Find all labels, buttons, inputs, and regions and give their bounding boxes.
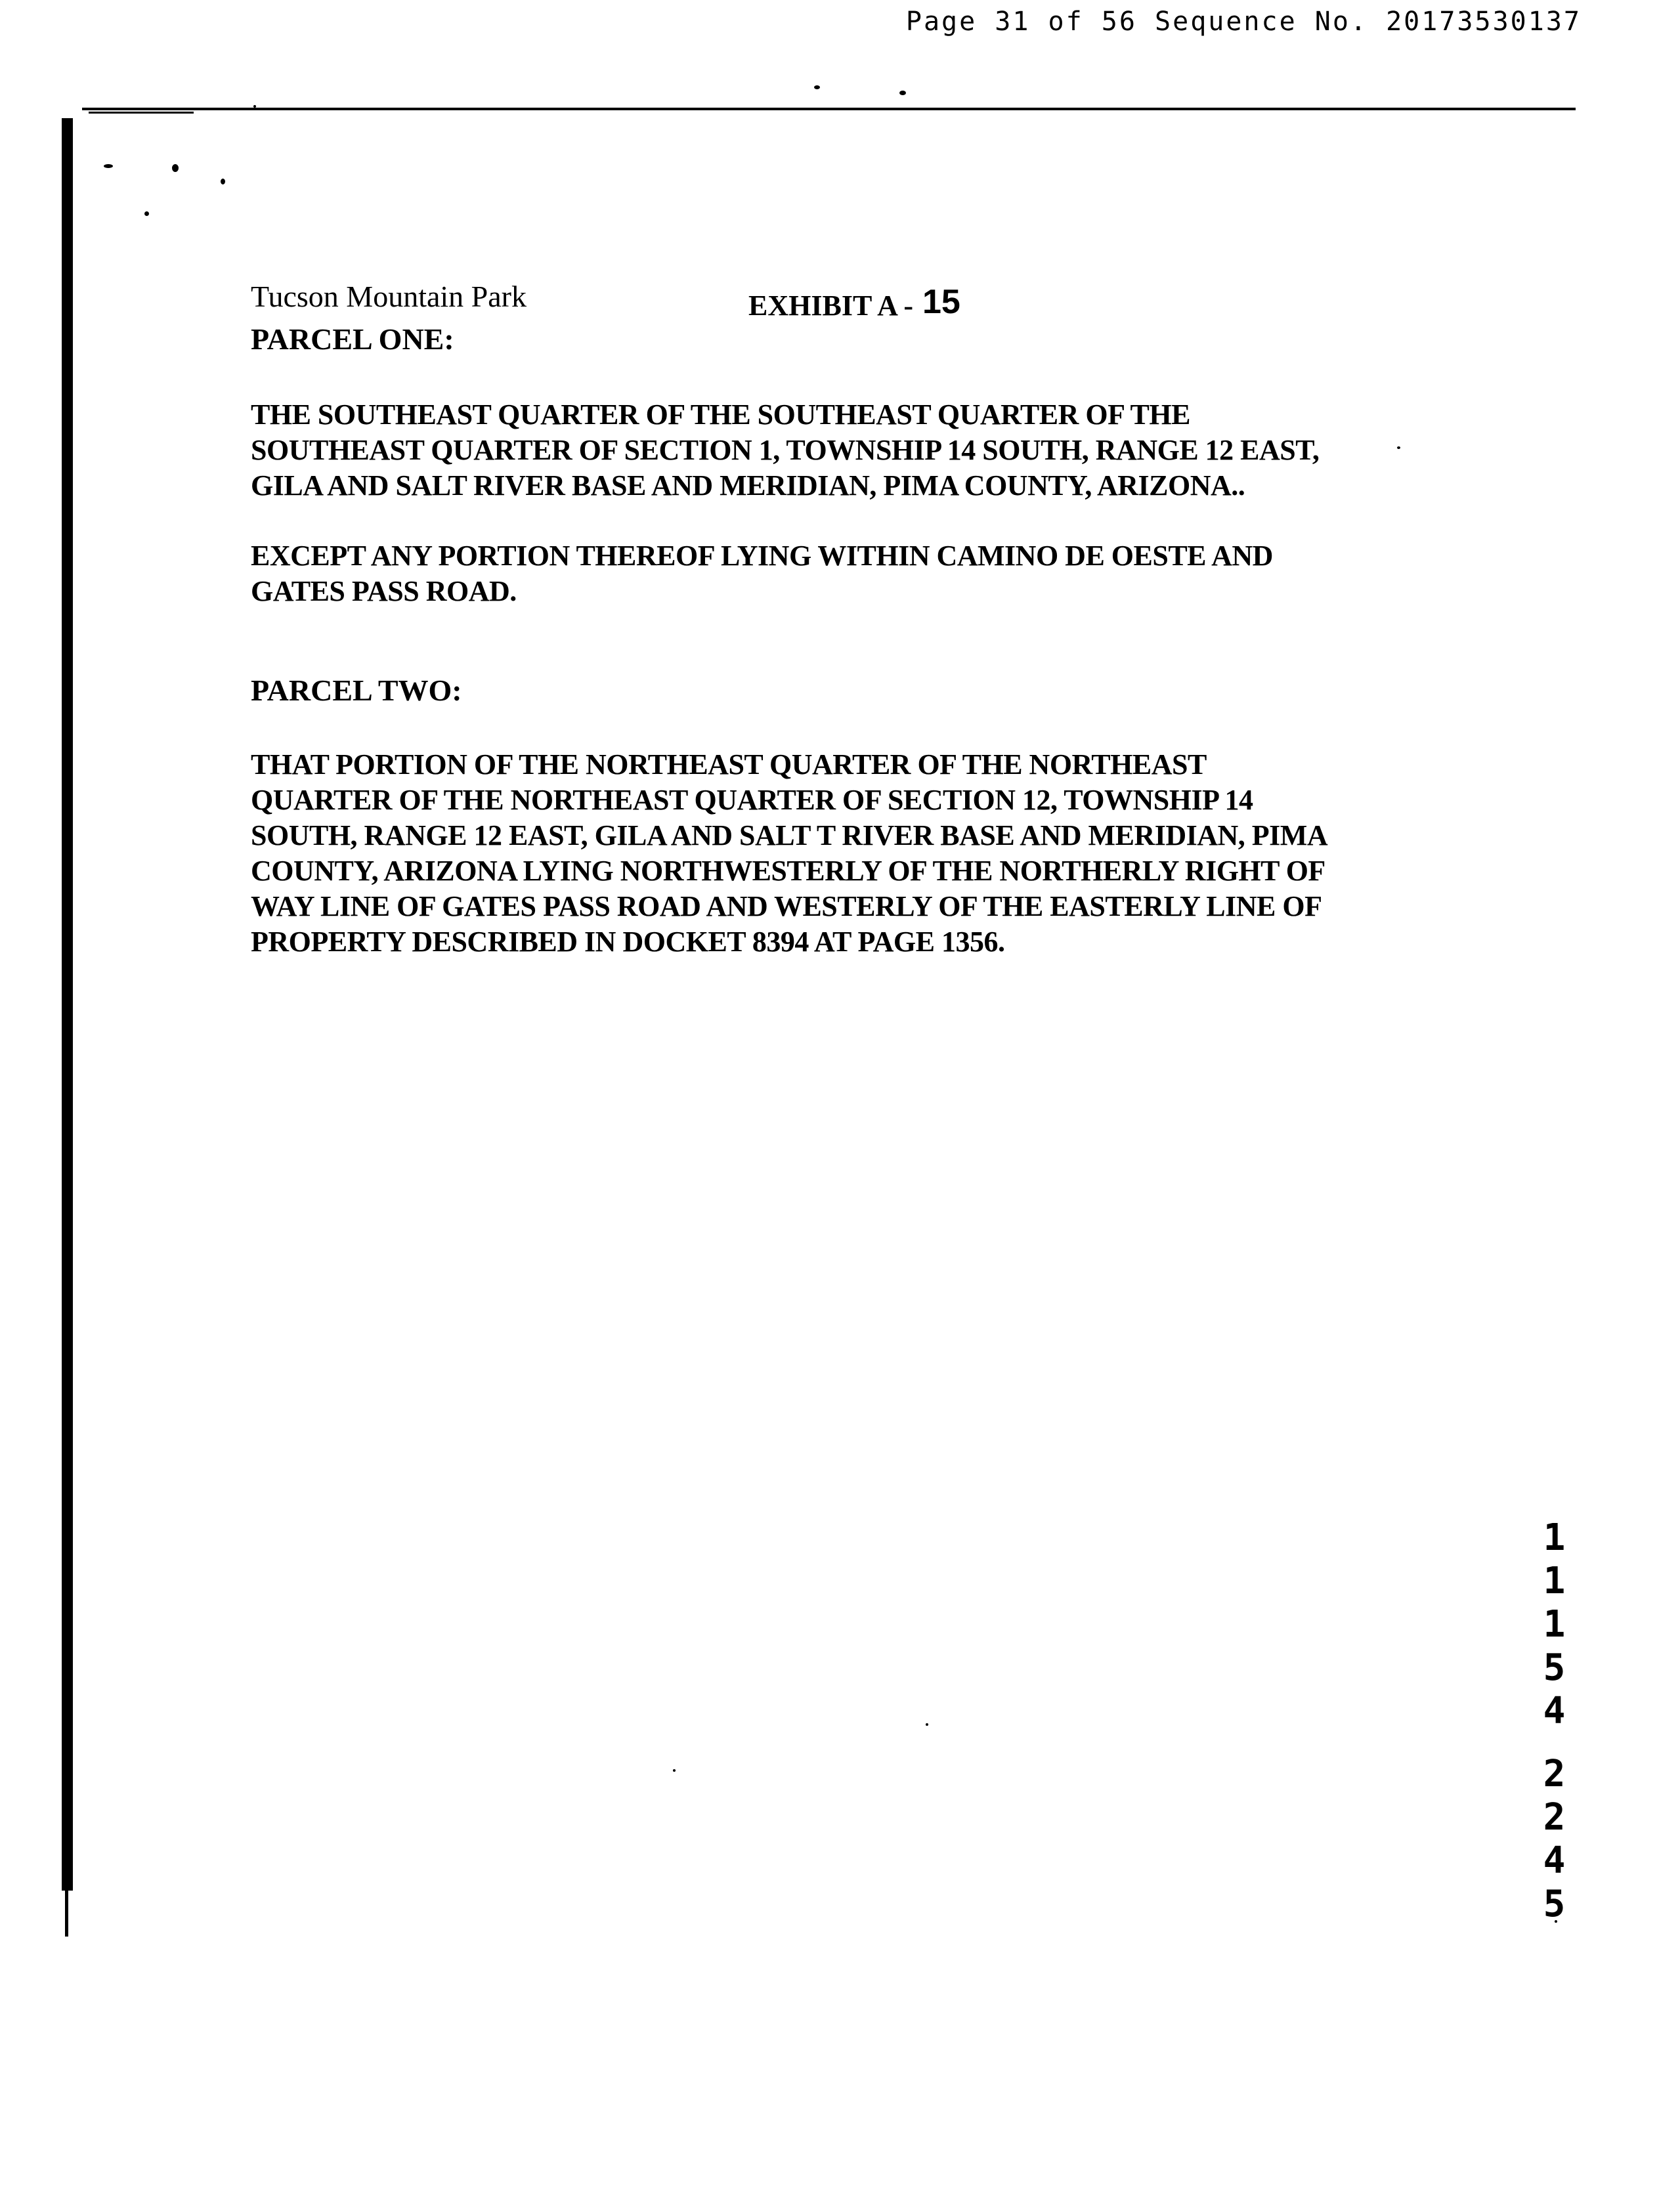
parcel-two-line: THAT PORTION OF THE NORTHEAST QUARTER OF THE NORTHEAST [251,748,1207,781]
parcel-two-line: QUARTER OF THE NORTHEAST QUARTER OF SECTION 12, TOWNSHIP 14 [251,784,1253,816]
parcel-two-line: COUNTY, ARIZONA LYING NORTHWESTERLY OF THE NORTHERLY RIGHT OF [251,855,1325,887]
scan-speck [1397,446,1400,449]
stamp-digit: 4 [1543,1690,1566,1732]
parcel-two-description [251,747,1327,960]
left-margin-bar-tail [65,1891,68,1937]
stamp-digit: 1 [1543,1603,1566,1646]
top-horizontal-rule [82,108,1576,110]
park-name: Tucson Mountain Park [251,280,527,313]
parcel-one-heading: PARCEL ONE: [251,322,454,356]
parcel-one-line: THE SOUTHEAST QUARTER OF THE SOUTHEAST QUARTER OF THE [251,398,1190,431]
parcel-one-except-line: GATES PASS ROAD. [251,575,517,607]
parcel-two-line: SOUTH, RANGE 12 EAST, GILA AND SALT T RIVER BASE AND MERIDIAN, PIMA [251,819,1328,851]
top-rule-fragment [89,112,194,114]
scan-speck [221,179,225,184]
stamp-digit: 5 [1543,1646,1566,1689]
page-sequence-stamp: Page 31 of 56 Sequence No. 20173530137 [905,7,1582,37]
scan-speck [814,85,820,89]
scan-speck [144,211,149,216]
stamp-gap [1540,1733,1569,1753]
scan-speck [104,164,113,168]
parcel-two-line: PROPERTY DESCRIBED IN DOCKET 8394 AT PAGE 1356. [251,926,1005,958]
parcel-one-exception [251,538,1273,609]
scan-speck [172,164,179,172]
stamp-digit: 4 [1543,1839,1566,1882]
scan-speck [899,91,906,95]
stamp-digit: 2 [1543,1753,1566,1795]
side-recording-stamp [1540,1516,1569,1926]
stamp-digit: 5 [1543,1883,1566,1925]
parcel-one-line: SOUTHEAST QUARTER OF SECTION 1, TOWNSHIP 14 SOUTH, RANGE 12 EAST, [251,434,1320,466]
exhibit-number-handwritten: 15 [922,283,960,321]
stamp-digit: 2 [1543,1796,1566,1839]
parcel-two-line: WAY LINE OF GATES PASS ROAD AND WESTERLY OF THE EASTERLY LINE OF [251,890,1322,922]
scan-speck [253,105,256,108]
parcel-one-line: GILA AND SALT RIVER BASE AND MERIDIAN, PIMA COUNTY, ARIZONA.. [251,469,1245,502]
scan-speck [926,1723,928,1726]
exhibit-label: EXHIBIT A - [748,289,914,322]
left-margin-bar [62,118,73,1891]
parcel-two-heading: PARCEL TWO: [251,674,462,707]
stamp-digit: 1 [1543,1516,1566,1559]
parcel-one-except-line: EXCEPT ANY PORTION THEREOF LYING WITHIN CAMINO DE OESTE AND [251,540,1273,572]
stamp-digit: 1 [1543,1560,1566,1602]
scan-speck [673,1769,676,1772]
parcel-one-description [251,397,1319,504]
